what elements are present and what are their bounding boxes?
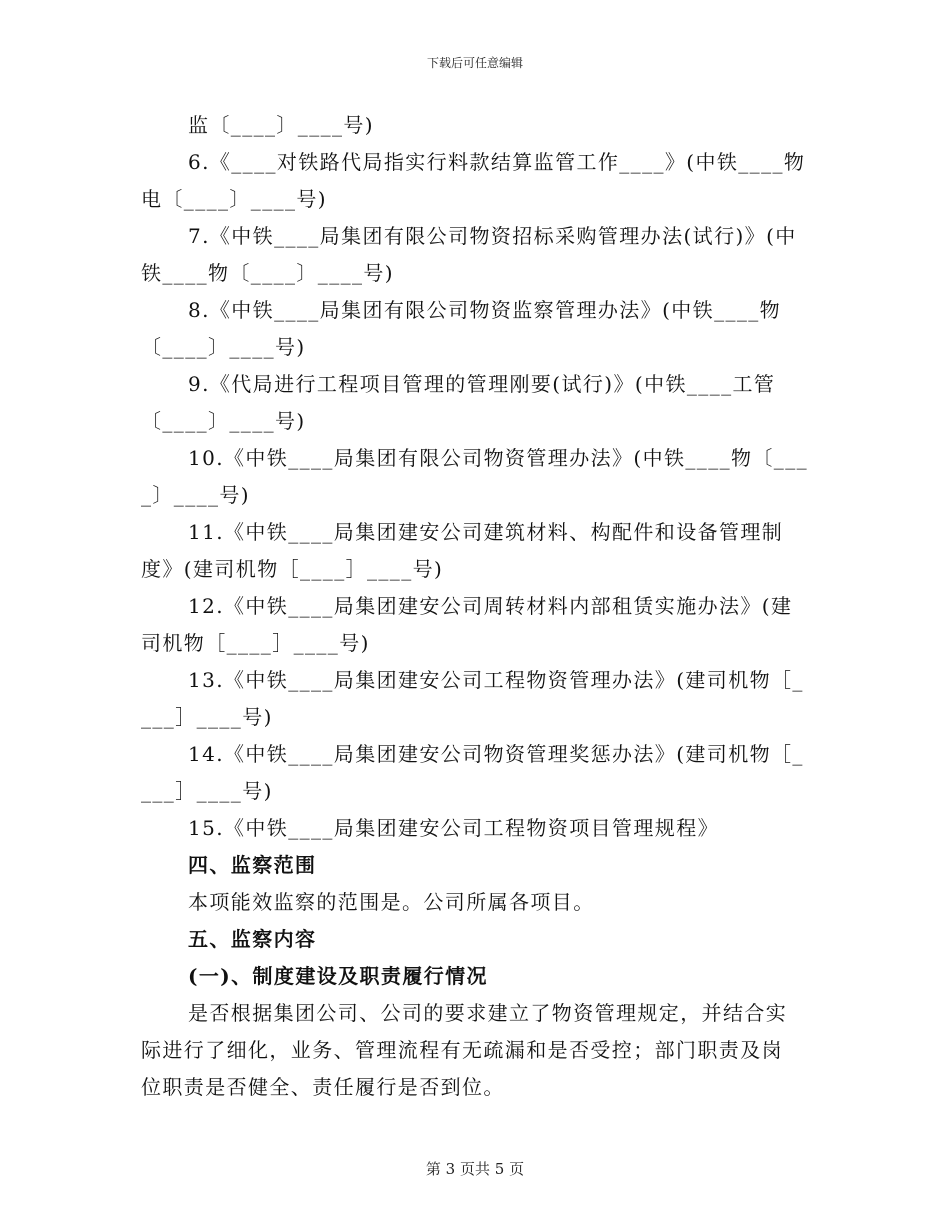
text-line: 〔____〕____号) <box>141 409 306 433</box>
text-line: 8.《中铁____局集团有限公司物资监察管理办法》(中铁____物 <box>188 298 782 322</box>
text-line: 9.《代局进行工程项目管理的管理刚要(试行)》(中铁____工管 <box>188 372 776 396</box>
text-line: 监〔____〕____号) <box>188 113 375 137</box>
text-line: 是否根据集团公司、公司的要求建立了物资管理规定，并结合实 <box>188 1001 788 1025</box>
document-body <box>141 107 811 1106</box>
text-line: _〕____号) <box>141 483 251 507</box>
text-line: ___］____号) <box>141 705 273 729</box>
text-line: 电〔____〕____号) <box>141 187 328 211</box>
text-line: 本项能效监察的范围是。公司所属各项目。 <box>188 890 595 914</box>
text-line: 际进行了细化，业务、管理流程有无疏漏和是否受控；部门职责及岗 <box>141 1038 783 1062</box>
text-line: 13.《中铁____局集团建安公司工程物资管理办法》(建司机物［_ <box>188 668 804 692</box>
text-line: 15.《中铁____局集团建安公司工程物资项目管理规程》 <box>188 816 720 840</box>
text-line: 7.《中铁____局集团有限公司物资招标采购管理办法(试行)》(中 <box>188 224 797 248</box>
section-heading: 五、监察内容 <box>188 927 317 951</box>
text-line: 11.《中铁____局集团建安公司建筑材料、构配件和设备管理制 <box>188 520 784 544</box>
text-line: 司机物［____］____号) <box>141 631 370 655</box>
text-line: 14.《中铁____局集团建安公司物资管理奖惩办法》(建司机物［_ <box>188 742 804 766</box>
text-line: 12.《中铁____局集团建安公司周转材料内部租赁实施办法》(建 <box>188 594 793 618</box>
text-line: 〔____〕____号) <box>141 335 306 359</box>
text-line: 位职责是否健全、责任履行是否到位。 <box>141 1075 505 1099</box>
page-header: 下载后可任意编辑 <box>426 56 523 70</box>
text-line: 度》(建司机物［____］____号) <box>141 557 444 581</box>
page-footer: 第 3 页共 5 页 <box>425 1160 525 1178</box>
text-line: ___］____号) <box>141 779 273 803</box>
section-heading: 四、监察范围 <box>188 853 317 877</box>
section-heading: (一)、制度建设及职责履行情况 <box>188 964 488 988</box>
text-line: 6.《____对铁路代局指实行料款结算监管工作____》(中铁____物 <box>188 150 806 174</box>
text-line: 铁____物〔____〕____号) <box>141 261 395 285</box>
text-line: 10.《中铁____局集团有限公司物资管理办法》(中铁____物〔___ <box>188 446 809 470</box>
